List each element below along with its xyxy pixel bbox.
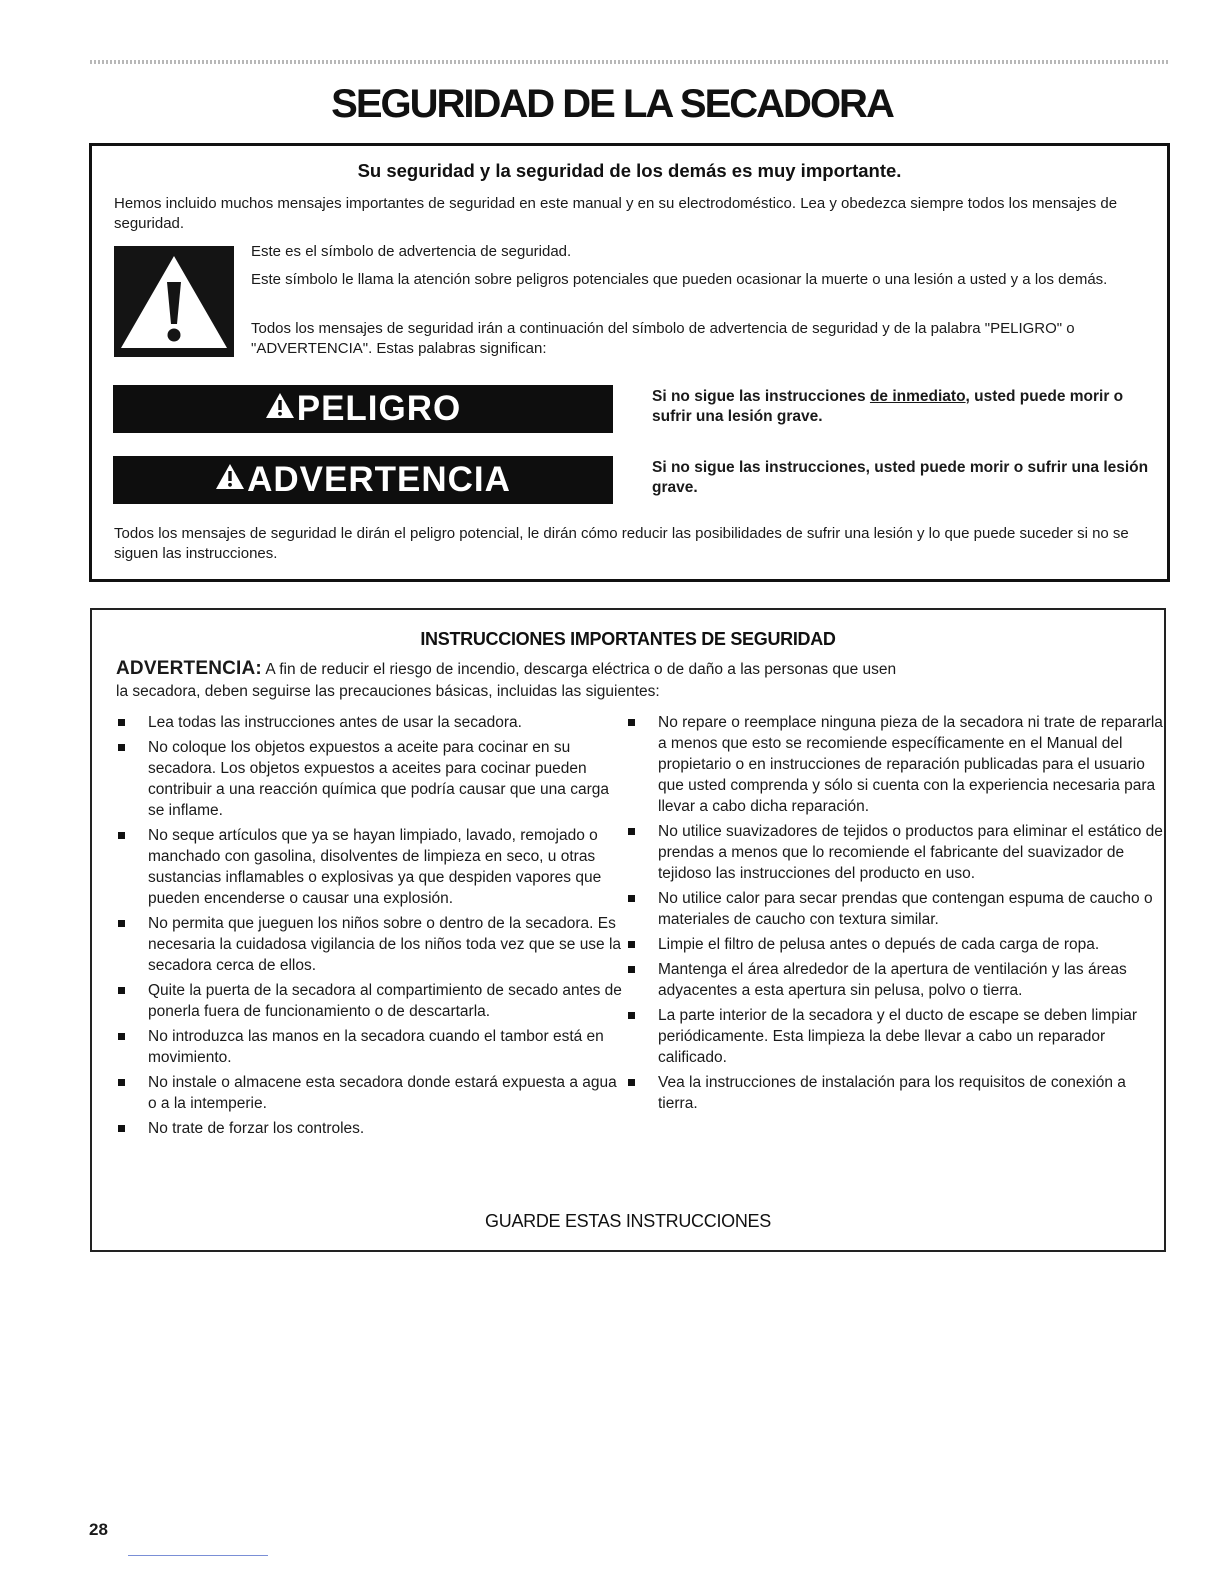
safety-intro: Hemos incluido muchos mensajes importantes de seguridad en este manual y en su electrodoméstico. Lea y obedezca siempre todos los mensajes de seguridad. [114, 195, 1118, 232]
instruction-item [114, 1072, 624, 1114]
bullet-square-icon [118, 987, 125, 994]
instructions-left-list [114, 712, 624, 1139]
instruction-item [114, 825, 624, 909]
instruction-text: No instale o almacene esta secadora donde estará expuesta a agua o a la intemperie. [148, 1074, 617, 1112]
warning-description: Si no sigue las instrucciones, usted puede morir o sufrir una lesión grave. [652, 459, 1149, 496]
instruction-item [114, 1118, 624, 1139]
warning-intro-text-1: A fin de reducir el riesgo de incendio, descarga eléctrica o de daño a las personas que usen [261, 661, 897, 678]
danger-text-pre: Si no sigue las instrucciones [652, 388, 870, 405]
instruction-item [624, 959, 1164, 1001]
instruction-text: No trate de forzar los controles. [148, 1120, 365, 1137]
bullet-square-icon [118, 719, 125, 726]
instruction-text: No seque artículos que ya se hayan limpiado, lavado, remojado o manchado con gasolina, disolventes de limpieza en seco, u otras sustancias inflamables o explosivas ya que despiden vapores que pueden encenderse o causar una explosión. [148, 827, 602, 907]
instruction-item [114, 913, 624, 976]
instruction-text: No introduzca las manos en la secadora cuando el tambor está en movimiento. [148, 1028, 604, 1066]
instruction-text: No utilice calor para secar prendas que contengan espuma de caucho o materiales de caucho con textura similar. [658, 890, 1153, 928]
danger-signal-banner [113, 385, 613, 433]
bullet-square-icon [118, 832, 125, 839]
bullet-square-icon [118, 1079, 125, 1086]
bullet-square-icon [628, 1079, 635, 1086]
safety-alert-triangle-icon [114, 246, 234, 357]
bullet-square-icon [628, 828, 635, 835]
alert-triangle-icon [215, 455, 245, 503]
bullet-square-icon [118, 1033, 125, 1040]
save-instructions-footer: GUARDE ESTAS INSTRUCCIONES [485, 1211, 771, 1231]
instruction-text: Lea todas las instrucciones antes de usar la secadora. [148, 714, 522, 731]
instruction-item [624, 821, 1164, 884]
bullet-square-icon [118, 920, 125, 927]
instruction-item [114, 980, 624, 1022]
instruction-item [114, 737, 624, 821]
danger-text-post: , usted puede morir o sufrir una lesión grave. [652, 388, 1124, 425]
instruction-text: Limpie el filtro de pelusa antes o depués de cada carga de ropa. [658, 936, 1100, 953]
warning-intro-line [116, 658, 1146, 681]
instruction-text: Quite la puerta de la secadora al compartimiento de secado antes de ponerla fuera de funcionamiento o de descartarla. [148, 982, 622, 1020]
bullet-square-icon [118, 1125, 125, 1132]
page-title: SEGURIDAD DE LA SECADORA [331, 82, 893, 126]
warning-signal-banner [113, 456, 613, 504]
instruction-item [624, 934, 1164, 955]
bullet-square-icon [628, 719, 635, 726]
bullet-square-icon [628, 895, 635, 902]
safety-info-box [89, 143, 1170, 582]
instruction-item [114, 712, 624, 733]
danger-label: PELIGRO [296, 389, 462, 428]
instruction-text: No repare o reemplace ninguna pieza de la secadora ni trate de repararla a menos que esto se recomiende específicamente en el Manual del propietario o en instrucciones de reparación publicadas para el usuario que usted comprenda y sólo si cuenta con la experiencia necesaria para llevar a cabo dicha reparación. [658, 714, 1163, 815]
safety-outro: Todos los mensajes de seguridad le dirán el peligro potencial, le dirán cómo reducir las posibilidades de sufrir una lesión y lo que puede suceder si no se siguen las instrucciones. [114, 525, 1129, 562]
top-decorative-rule [90, 60, 1170, 64]
instruction-text: La parte interior de la secadora y el ducto de escape se deben limpiar periódicamente. Esta limpieza la debe llevar a cabo un reparador calificado. [658, 1007, 1138, 1066]
safety-subtitle: Su seguridad y la seguridad de los demás es muy importante. [357, 160, 902, 181]
danger-text-underlined: de inmediato [869, 388, 966, 405]
danger-description [652, 387, 1152, 427]
warning-label: ADVERTENCIA [247, 460, 511, 499]
instruction-item [624, 888, 1164, 930]
instructions-right-column [624, 712, 1164, 1118]
instructions-heading: INSTRUCCIONES IMPORTANTES DE SEGURIDAD [420, 629, 836, 649]
instruction-text: No permita que jueguen los niños sobre o dentro de la secadora. Es necesaria la cuidadosa vigilancia de los niños toda vez que se use la secadora cerca de ellos. [148, 915, 622, 974]
instruction-item [624, 1072, 1164, 1114]
instructions-left-column [114, 712, 624, 1143]
symbol-description-3: Todos los mensajes de seguridad irán a continuación del símbolo de advertencia de seguridad y de la palabra "PELIGRO" o "ADVERTENCIA". Estas palabras significan: [251, 320, 1075, 357]
warning-inline-label: ADVERTENCIA: [116, 658, 262, 679]
bottom-rule [128, 1555, 268, 1556]
instruction-text: No utilice suavizadores de tejidos o productos para eliminar el estático de prendas a menos que lo recomiende el fabricante del suavizador de tejidoso las instrucciones del producto en uso. [658, 823, 1163, 882]
instructions-right-list [624, 712, 1164, 1114]
bullet-square-icon [118, 744, 125, 751]
bullet-square-icon [628, 1012, 635, 1019]
alert-triangle-icon [265, 384, 295, 432]
symbol-description-1: Este es el símbolo de advertencia de seguridad. [251, 243, 572, 260]
instruction-item [624, 712, 1164, 817]
warning-intro-text-2: la secadora, deben seguirse las precauciones básicas, incluidas las siguientes: [116, 683, 660, 700]
instruction-text: No coloque los objetos expuestos a aceite para cocinar en su secadora. Los objetos expuestos a aceites para cocinar pueden contribuir a una reacción química que podría causar que una carga se inflame. [148, 739, 609, 819]
instruction-text: Mantenga el área alrededor de la apertura de ventilación y las áreas adyacentes a esta apertura sin pelusa, polvo o tierra. [658, 961, 1127, 999]
instruction-item [624, 1005, 1164, 1068]
symbol-description-2: Este símbolo le llama la atención sobre peligros potenciales que pueden ocasionar la muerte o una lesión a usted y a los demás. [251, 271, 1108, 288]
bullet-square-icon [628, 966, 635, 973]
bullet-square-icon [628, 941, 635, 948]
instruction-item [114, 1026, 624, 1068]
important-instructions-box [90, 608, 1166, 1252]
page-number: 28 [89, 1520, 108, 1539]
instruction-text: Vea la instrucciones de instalación para los requisitos de conexión a tierra. [658, 1074, 1126, 1112]
